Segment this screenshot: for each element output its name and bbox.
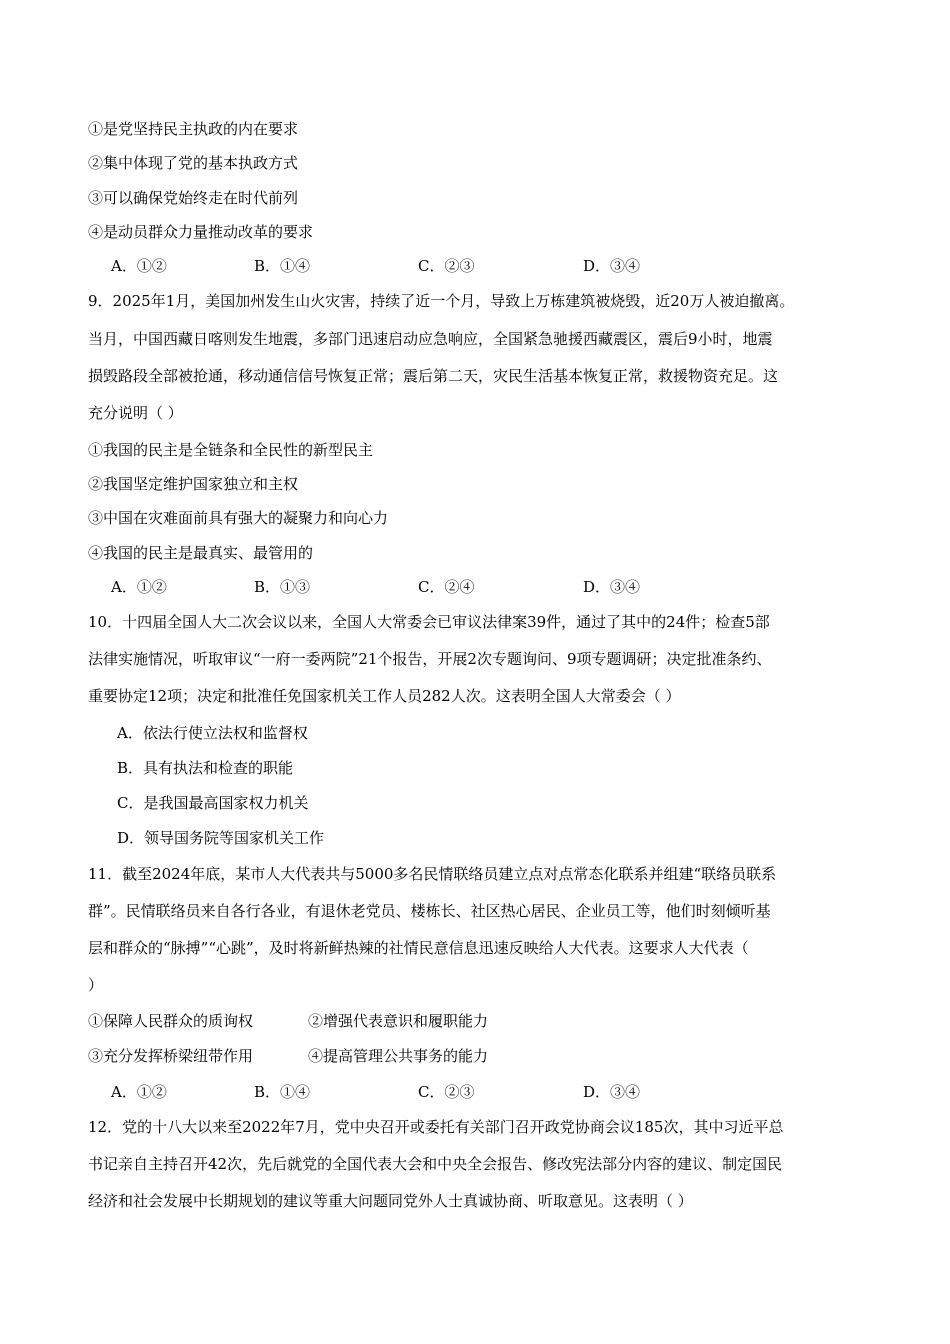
q12-stem-line-2: 书记亲自主持召开42次，先后就党的全国代表大会和中央全会报告、修改宪法部分内容的建议、制定国民 — [88, 1155, 783, 1173]
q8-options — [0, 256, 950, 276]
q8-item-1: ①是党坚持民主执政的内在要求 — [88, 120, 299, 138]
q10-stem-line-1: 10．十四届全国人大二次会议以来，全国人大常委会已审议法律案39件，通过了其中的24件；检查5部 — [88, 613, 770, 631]
q11-stem-line-1: 11．截至2024年底，某市人大代表共与5000多名民情联络员建立点对点常态化联系并组建“联络员联系 — [88, 865, 777, 883]
q8-option-a[interactable]: A．①② — [111, 257, 167, 275]
q10-stem-line-2: 法律实施情况，听取审议“一府一委两院”21个报告，开展2次专题询问、9项专题调研；决定批准条约、 — [88, 650, 772, 668]
q9-stem-line-4: 充分说明（ ） — [88, 404, 183, 422]
q11-options — [0, 1082, 950, 1102]
q11-item-2: ②增强代表意识和履职能力 — [308, 1012, 489, 1030]
q10-option-a[interactable]: A．依法行使立法权和监督权 — [117, 724, 308, 742]
q11-items-row-2 — [88, 1046, 489, 1066]
q11-items-row-1 — [88, 1011, 489, 1031]
q9-options — [0, 577, 950, 597]
q11-stem-line-3: 层和群众的“脉搏”“心跳”，及时将新鲜热辣的社情民意信息迅速反映给人大代表。这要求人大代表（ — [88, 939, 749, 957]
q9-option-c[interactable]: C．②④ — [418, 578, 475, 596]
q11-stem-line-4: ） — [88, 976, 104, 994]
q11-item-1: ①保障人民群众的质询权 — [88, 1012, 254, 1030]
q9-item-2: ②我国坚定维护国家独立和主权 — [88, 475, 299, 493]
q8-option-c[interactable]: C．②③ — [418, 257, 475, 275]
q9-option-a[interactable]: A．①② — [111, 578, 167, 596]
q11-option-d[interactable]: D．③④ — [583, 1083, 641, 1101]
q11-item-4: ④提高管理公共事务的能力 — [308, 1047, 489, 1065]
q11-option-c[interactable]: C．②③ — [418, 1083, 475, 1101]
q8-option-b[interactable]: B．①④ — [254, 257, 311, 275]
q8-item-4: ④是动员群众力量推动改革的要求 — [88, 223, 314, 241]
q9-item-3: ③中国在灾难面前具有强大的凝聚力和向心力 — [88, 509, 389, 527]
q12-stem-line-3: 经济和社会发展中长期规划的建议等重大问题同党外人士真诚协商、听取意见。这表明（ ） — [88, 1192, 693, 1210]
q9-option-d[interactable]: D．③④ — [583, 578, 641, 596]
q11-option-b[interactable]: B．①④ — [254, 1083, 311, 1101]
q10-option-d[interactable]: D．领导国务院等国家机关工作 — [117, 829, 325, 847]
q9-item-4: ④我国的民主是最真实、最管用的 — [88, 544, 314, 562]
q8-option-d[interactable]: D．③④ — [583, 257, 641, 275]
q10-option-c[interactable]: C．是我国最高国家权力机关 — [117, 794, 309, 812]
q8-item-3: ③可以确保党始终走在时代前列 — [88, 189, 299, 207]
q11-option-a[interactable]: A．①② — [111, 1083, 167, 1101]
q11-item-3: ③充分发挥桥梁纽带作用 — [88, 1047, 254, 1065]
q9-stem-line-2: 当月，中国西藏日喀则发生地震，多部门迅速启动应急响应，全国紧急驰援西藏震区，震后9小时，地震 — [88, 330, 773, 348]
q9-stem-line-1: 9．2025年1月，美国加州发生山火灾害，持续了近一个月，导致上万栋建筑被烧毁，近20万人被迫撤离。 — [88, 292, 795, 310]
q9-stem-line-3: 损毁路段全部被抢通，移动通信信号恢复正常；震后第二天，灾民生活基本恢复正常，救援物资充足。这 — [88, 367, 779, 385]
q10-option-b[interactable]: B．具有执法和检查的职能 — [117, 759, 294, 777]
q10-stem-line-3: 重要协定12项；决定和批准任免国家机关工作人员282人次。这表明全国人大常委会（ ） — [88, 687, 681, 705]
q11-stem-line-2: 群”。民情联络员来自各行各业，有退休老党员、楼栋长、社区热心居民、企业员工等，他们时刻倾听基 — [88, 902, 771, 920]
q8-item-2: ②集中体现了党的基本执政方式 — [88, 154, 299, 172]
q9-option-b[interactable]: B．①③ — [254, 578, 311, 596]
q12-stem-line-1: 12．党的十八大以来至2022年7月，党中央召开或委托有关部门召开政党协商会议185次，其中习近平总 — [88, 1118, 784, 1136]
q9-item-1: ①我国的民主是全链条和全民性的新型民主 — [88, 441, 374, 459]
